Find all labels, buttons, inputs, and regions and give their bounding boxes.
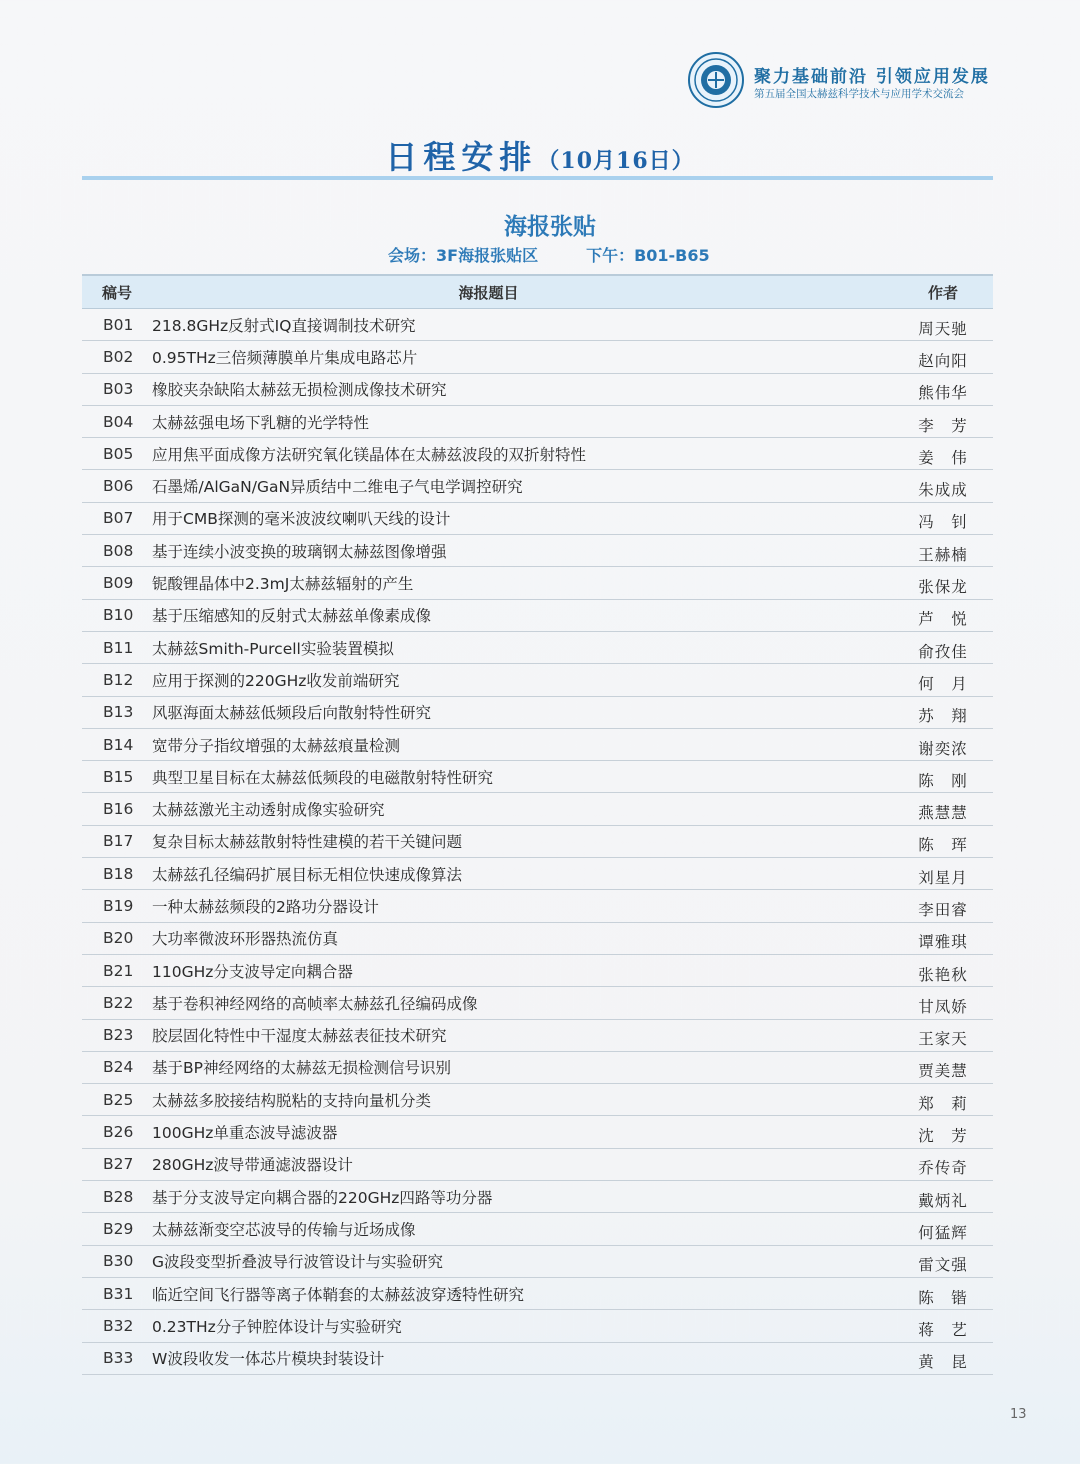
row-code: B19	[103, 896, 134, 915]
row-author: 刘星月	[918, 868, 968, 887]
row-code: B02	[103, 347, 134, 366]
row-code: B22	[103, 993, 134, 1012]
table-row	[82, 406, 993, 438]
row-author: 姜 伟	[918, 448, 968, 467]
row-author: 李田睿	[918, 900, 968, 919]
header-code: 稿号	[102, 283, 133, 302]
row-topic: G波段变型折叠波导行波管设计与实验研究	[152, 1253, 444, 1272]
row-topic: 0.23THz分子钟腔体设计与实验研究	[152, 1317, 402, 1336]
section-subtitle	[388, 243, 710, 266]
row-author: 乔传奇	[918, 1159, 968, 1178]
row-topic: 基于压缩感知的反射式太赫兹单像素成像	[152, 607, 432, 626]
row-topic: W波段收发一体芯片模块封装设计	[152, 1350, 385, 1369]
row-code: B21	[103, 961, 134, 980]
row-topic: 一种太赫兹频段的2路功分器设计	[152, 897, 379, 916]
table-row	[82, 761, 993, 793]
row-code: B20	[103, 929, 134, 948]
row-topic: 太赫兹渐变空芯波导的传输与近场成像	[152, 1220, 416, 1239]
row-author: 燕慧慧	[918, 804, 968, 823]
row-code: B33	[103, 1349, 134, 1368]
table-row	[82, 1020, 993, 1052]
row-topic: 太赫兹强电场下乳糖的光学特性	[152, 413, 370, 432]
row-topic: 太赫兹多胶接结构脱粘的支持向量机分类	[152, 1091, 432, 1110]
row-author: 赵向阳	[918, 351, 968, 370]
row-code: B29	[103, 1219, 134, 1238]
table-row	[82, 341, 993, 373]
row-author: 陈 珲	[918, 836, 968, 855]
row-code: B04	[103, 412, 134, 431]
row-author: 张艳秋	[918, 965, 968, 984]
conference-emblem-icon	[688, 52, 744, 108]
table-row	[82, 470, 993, 502]
table-row	[82, 503, 993, 535]
row-code: B31	[103, 1284, 134, 1303]
poster-table	[82, 274, 993, 1375]
row-author: 谢奕浓	[918, 739, 968, 758]
section-time: 下午：B01-B65	[586, 246, 710, 265]
table-row	[82, 1213, 993, 1245]
table-row	[82, 535, 993, 567]
table-row	[82, 1181, 993, 1213]
row-topic: 复杂目标太赫兹散射特性建模的若干关键问题	[152, 833, 463, 852]
row-author: 冯 钊	[918, 513, 968, 532]
row-author: 何 月	[918, 674, 968, 693]
row-code: B18	[103, 864, 134, 883]
row-code: B08	[103, 541, 134, 560]
row-topic: 宽带分子指纹增强的太赫兹痕量检测	[152, 736, 401, 755]
table-row	[82, 1116, 993, 1148]
row-code: B03	[103, 380, 134, 399]
row-topic: 橡胶夹杂缺陷太赫兹无损检测成像技术研究	[152, 381, 447, 400]
row-author: 黄 昆	[918, 1353, 968, 1372]
table-row	[82, 955, 993, 987]
row-code: B27	[103, 1155, 134, 1174]
row-topic: 280GHz波导带通滤波器设计	[152, 1156, 353, 1175]
row-author: 谭雅琪	[918, 933, 968, 952]
page-title-date: （10月16日）	[537, 148, 695, 174]
table-row	[82, 890, 993, 922]
table-row	[82, 858, 993, 890]
row-topic: 0.95THz三倍频薄膜单片集成电路芯片	[152, 348, 418, 367]
row-topic: 太赫兹孔径编码扩展目标无相位快速成像算法	[152, 865, 463, 884]
section-venue: 会场：3F海报张贴区	[388, 246, 539, 265]
row-code: B32	[103, 1316, 134, 1335]
row-topic: 100GHz单重态波导滤波器	[152, 1124, 338, 1143]
header-topic: 海报题目	[458, 283, 519, 302]
table-row	[82, 1310, 993, 1342]
row-code: B06	[103, 477, 134, 496]
page-number: 13	[1010, 1407, 1027, 1422]
title-divider	[82, 176, 993, 180]
row-author: 雷文强	[918, 1256, 968, 1275]
conference-name: 第五届全国太赫兹科学技术与应用学术交流会	[754, 88, 964, 100]
row-topic: 太赫兹Smith-Purcell实验装置模拟	[152, 639, 394, 658]
row-author: 王赫楠	[918, 545, 968, 564]
table-row	[82, 1084, 993, 1116]
row-code: B11	[103, 638, 134, 657]
table-row	[82, 826, 993, 858]
row-author: 郑 莉	[918, 1094, 968, 1113]
row-code: B25	[103, 1090, 134, 1109]
row-author: 周天驰	[918, 319, 968, 338]
row-topic: 临近空间飞行器等离子体鞘套的太赫兹波穿透特性研究	[152, 1285, 525, 1304]
table-row	[82, 1278, 993, 1310]
row-author: 甘凤娇	[918, 997, 968, 1016]
table-row	[82, 1052, 993, 1084]
row-topic: 基于卷积神经网络的高帧率太赫兹孔径编码成像	[152, 994, 478, 1013]
row-topic: 110GHz分支波导定向耦合器	[152, 962, 353, 981]
table-body	[82, 309, 993, 1375]
row-author: 熊伟华	[918, 384, 968, 403]
row-author: 俞孜佳	[918, 642, 968, 661]
section-title: 海报张贴	[504, 214, 596, 240]
table-row	[82, 664, 993, 696]
row-code: B26	[103, 1123, 134, 1142]
row-author: 何猛辉	[918, 1223, 968, 1242]
row-code: B17	[103, 832, 134, 851]
row-topic: 太赫兹激光主动透射成像实验研究	[152, 801, 385, 820]
table-row	[82, 567, 993, 599]
row-topic: 石墨烯/AlGaN/GaN异质结中二维电子气电学调控研究	[152, 478, 523, 497]
page-title-main: 日程安排	[385, 138, 538, 176]
row-author: 苏 翔	[918, 707, 968, 726]
row-topic: 基于连续小波变换的玻璃钢太赫兹图像增强	[152, 542, 447, 561]
row-author: 李 芳	[918, 416, 968, 435]
table-row	[82, 374, 993, 406]
conference-header	[688, 52, 1008, 112]
row-topic: 大功率微波环形器热流仿真	[152, 930, 339, 949]
row-code: B15	[103, 767, 134, 786]
row-topic: 用于CMB探测的毫米波波纹喇叭天线的设计	[152, 510, 451, 529]
row-author: 陈 刚	[918, 771, 968, 790]
row-topic: 典型卫星目标在太赫兹低频段的电磁散射特性研究	[152, 768, 494, 787]
row-code: B01	[103, 315, 134, 334]
table-row	[82, 793, 993, 825]
table-header	[82, 276, 993, 309]
row-code: B12	[103, 670, 134, 689]
row-topic: 风驱海面太赫兹低频段后向散射特性研究	[152, 704, 432, 723]
table-row	[82, 729, 993, 761]
row-topic: 应用于探测的220GHz收发前端研究	[152, 671, 400, 690]
table-row	[82, 309, 993, 341]
row-code: B24	[103, 1058, 134, 1077]
row-topic: 基于BP神经网络的太赫兹无损检测信号识别	[152, 1059, 451, 1078]
row-topic: 218.8GHz反射式IQ直接调制技术研究	[152, 316, 416, 335]
row-code: B28	[103, 1187, 134, 1206]
slogan: 聚力基础前沿 引领应用发展	[754, 67, 990, 87]
row-author: 朱成成	[918, 481, 968, 500]
table-row	[82, 1343, 993, 1375]
row-author: 陈 锴	[918, 1288, 968, 1307]
row-code: B13	[103, 703, 134, 722]
row-author: 沈 芳	[918, 1127, 968, 1146]
table-row	[82, 697, 993, 729]
table-row	[82, 600, 993, 632]
table-row	[82, 438, 993, 470]
row-author: 贾美慧	[918, 1062, 968, 1081]
table-row	[82, 632, 993, 664]
table-row	[82, 1149, 993, 1181]
row-code: B14	[103, 735, 134, 754]
page-title	[0, 132, 1080, 178]
row-author: 芦 悦	[918, 610, 968, 629]
row-topic: 基于分支波导定向耦合器的220GHz四路等功分器	[152, 1188, 493, 1207]
row-code: B16	[103, 800, 134, 819]
row-author: 蒋 艺	[918, 1320, 968, 1339]
row-code: B09	[103, 574, 134, 593]
table-row	[82, 987, 993, 1019]
row-code: B23	[103, 1026, 134, 1045]
row-author: 王家天	[918, 1030, 968, 1049]
row-code: B07	[103, 509, 134, 528]
header-author: 作者	[927, 283, 958, 302]
row-code: B05	[103, 444, 134, 463]
row-topic: 胶层固化特性中干湿度太赫兹表征技术研究	[152, 1027, 447, 1046]
row-author: 张保龙	[918, 578, 968, 597]
table-row	[82, 923, 993, 955]
row-author: 戴炳礼	[918, 1191, 968, 1210]
row-topic: 应用焦平面成像方法研究氧化镁晶体在太赫兹波段的双折射特性	[152, 445, 587, 464]
row-code: B10	[103, 606, 134, 625]
table-row	[82, 1246, 993, 1278]
row-topic: 铌酸锂晶体中2.3mJ太赫兹辐射的产生	[152, 575, 414, 594]
row-code: B30	[103, 1252, 134, 1271]
